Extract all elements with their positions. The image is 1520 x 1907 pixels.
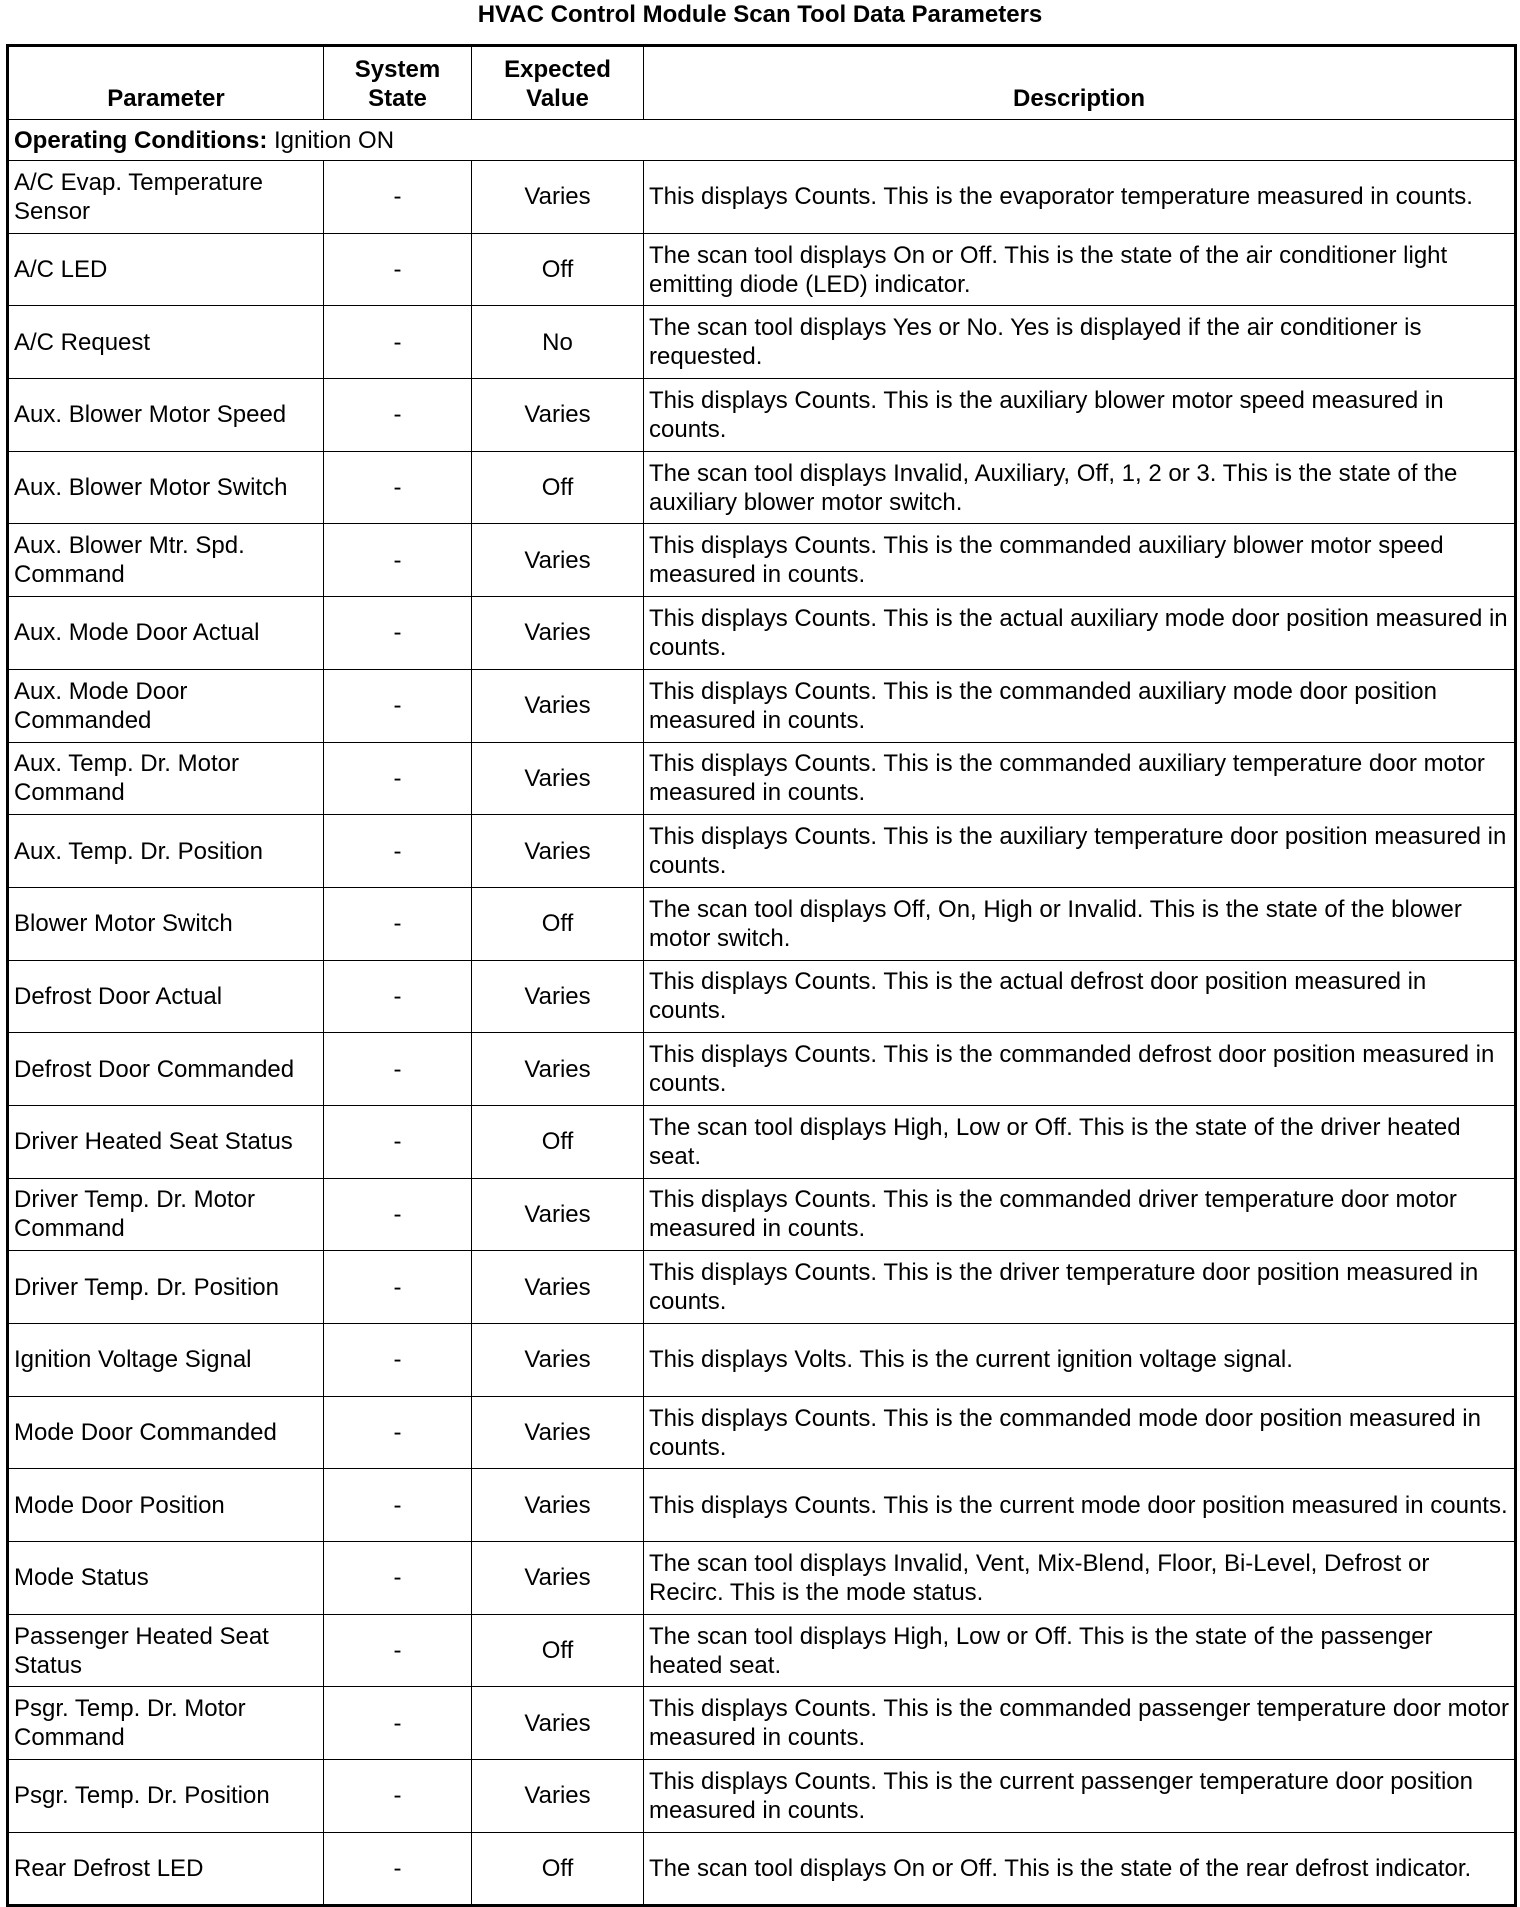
expected-value-cell: Varies: [472, 524, 644, 597]
parameter-cell: A/C Evap. Temperature Sensor: [8, 161, 324, 234]
expected-value-cell: Off: [472, 887, 644, 960]
table-row: [8, 1687, 1516, 1760]
expected-value-cell: Varies: [472, 379, 644, 452]
table-row: [8, 233, 1516, 306]
parameter-cell: Mode Status: [8, 1542, 324, 1615]
expected-value-cell: Varies: [472, 1178, 644, 1251]
expected-value-cell: Varies: [472, 1396, 644, 1469]
system-state-cell: -: [324, 524, 472, 597]
table-row: [8, 1542, 1516, 1615]
parameter-cell: Defrost Door Commanded: [8, 1033, 324, 1106]
system-state-cell: -: [324, 1251, 472, 1324]
system-state-cell: -: [324, 1324, 472, 1397]
parameter-cell: Ignition Voltage Signal: [8, 1324, 324, 1397]
table-row: [8, 161, 1516, 234]
system-state-cell: -: [324, 379, 472, 452]
operating-conditions-value: Ignition ON: [273, 126, 395, 154]
system-state-cell: -: [324, 451, 472, 524]
header-parameter: Parameter: [8, 46, 324, 120]
parameter-cell: Aux. Blower Mtr. Spd. Command: [8, 524, 324, 597]
table-row: [8, 1614, 1516, 1687]
parameter-cell: Mode Door Position: [8, 1469, 324, 1542]
parameter-cell: Mode Door Commanded: [8, 1396, 324, 1469]
description-cell: The scan tool displays Invalid, Auxiliary, Off, 1, 2 or 3. This is the state of the auxiliary blower motor switch.: [644, 451, 1516, 524]
parameter-cell: Psgr. Temp. Dr. Position: [8, 1760, 324, 1833]
system-state-cell: -: [324, 1687, 472, 1760]
table-row: [8, 815, 1516, 888]
description-cell: This displays Counts. This is the commanded mode door position measured in counts.: [644, 1396, 1516, 1469]
table-row: [8, 1832, 1516, 1905]
operating-conditions-cell: [8, 120, 1516, 161]
expected-value-cell: No: [472, 306, 644, 379]
table-row: [8, 1033, 1516, 1106]
table-row: [8, 597, 1516, 670]
description-cell: The scan tool displays On or Off. This is the state of the air conditioner light emitting diode (LED) indicator.: [644, 233, 1516, 306]
expected-value-cell: Varies: [472, 1251, 644, 1324]
system-state-cell: -: [324, 1105, 472, 1178]
system-state-cell: -: [324, 1760, 472, 1833]
description-cell: The scan tool displays Invalid, Vent, Mix-Blend, Floor, Bi-Level, Defrost or Recirc. This is the mode status.: [644, 1542, 1516, 1615]
description-cell: The scan tool displays On or Off. This is the state of the rear defrost indicator.: [644, 1832, 1516, 1905]
description-cell: The scan tool displays High, Low or Off. This is the state of the driver heated seat.: [644, 1105, 1516, 1178]
parameter-cell: Aux. Blower Motor Speed: [8, 379, 324, 452]
table-row: [8, 379, 1516, 452]
parameter-cell: Defrost Door Actual: [8, 960, 324, 1033]
table-row: [8, 1251, 1516, 1324]
table-row: [8, 1469, 1516, 1542]
expected-value-cell: Varies: [472, 597, 644, 670]
description-cell: This displays Counts. This is the commanded auxiliary temperature door motor measured in counts.: [644, 742, 1516, 815]
table-row: [8, 306, 1516, 379]
system-state-cell: -: [324, 669, 472, 742]
system-state-cell: -: [324, 742, 472, 815]
description-cell: This displays Volts. This is the current ignition voltage signal.: [644, 1324, 1516, 1397]
table-row: [8, 669, 1516, 742]
system-state-cell: -: [324, 815, 472, 888]
description-cell: This displays Counts. This is the current passenger temperature door position measured in counts.: [644, 1760, 1516, 1833]
table-row: [8, 960, 1516, 1033]
table-header-row: [8, 46, 1516, 120]
expected-value-cell: Varies: [472, 161, 644, 234]
description-cell: This displays Counts. This is the commanded driver temperature door motor measured in counts.: [644, 1178, 1516, 1251]
system-state-cell: -: [324, 1396, 472, 1469]
parameter-cell: Rear Defrost LED: [8, 1832, 324, 1905]
expected-value-cell: Varies: [472, 1542, 644, 1615]
system-state-cell: -: [324, 1542, 472, 1615]
description-cell: The scan tool displays Yes or No. Yes is displayed if the air conditioner is requested.: [644, 306, 1516, 379]
expected-value-cell: Off: [472, 1105, 644, 1178]
system-state-cell: -: [324, 597, 472, 670]
table-row: [8, 451, 1516, 524]
parameter-cell: Aux. Mode Door Commanded: [8, 669, 324, 742]
parameter-cell: Driver Heated Seat Status: [8, 1105, 324, 1178]
description-cell: This displays Counts. This is the actual defrost door position measured in counts.: [644, 960, 1516, 1033]
expected-value-cell: Varies: [472, 1469, 644, 1542]
description-cell: This displays Counts. This is the auxiliary blower motor speed measured in counts.: [644, 379, 1516, 452]
description-cell: This displays Counts. This is the current mode door position measured in counts.: [644, 1469, 1516, 1542]
description-cell: This displays Counts. This is the driver temperature door position measured in counts.: [644, 1251, 1516, 1324]
system-state-cell: -: [324, 1469, 472, 1542]
description-cell: The scan tool displays High, Low or Off. This is the state of the passenger heated seat.: [644, 1614, 1516, 1687]
parameter-cell: Driver Temp. Dr. Motor Command: [8, 1178, 324, 1251]
page-title: HVAC Control Module Scan Tool Data Parameters: [477, 1, 1043, 28]
expected-value-cell: Varies: [472, 742, 644, 815]
description-cell: This displays Counts. This is the commanded auxiliary mode door position measured in counts.: [644, 669, 1516, 742]
operating-conditions-row: [8, 120, 1516, 161]
operating-conditions-label: Operating Conditions:: [14, 126, 268, 154]
expected-value-cell: Varies: [472, 960, 644, 1033]
system-state-cell: -: [324, 161, 472, 234]
description-cell: This displays Counts. This is the actual auxiliary mode door position measured in counts.: [644, 597, 1516, 670]
system-state-cell: -: [324, 1614, 472, 1687]
system-state-cell: -: [324, 1178, 472, 1251]
parameter-cell: A/C Request: [8, 306, 324, 379]
system-state-cell: -: [324, 1832, 472, 1905]
system-state-cell: -: [324, 306, 472, 379]
expected-value-cell: Off: [472, 1832, 644, 1905]
parameter-cell: A/C LED: [8, 233, 324, 306]
table-row: [8, 887, 1516, 960]
expected-value-cell: Varies: [472, 1760, 644, 1833]
description-cell: The scan tool displays Off, On, High or Invalid. This is the state of the blower motor switch.: [644, 887, 1516, 960]
expected-value-cell: Varies: [472, 1033, 644, 1106]
description-cell: This displays Counts. This is the auxiliary temperature door position measured in counts.: [644, 815, 1516, 888]
description-cell: This displays Counts. This is the commanded passenger temperature door motor measured in counts.: [644, 1687, 1516, 1760]
parameter-cell: Aux. Mode Door Actual: [8, 597, 324, 670]
expected-value-cell: Varies: [472, 1687, 644, 1760]
table-row: [8, 1396, 1516, 1469]
header-system-state: System State: [324, 46, 472, 120]
system-state-cell: -: [324, 960, 472, 1033]
system-state-cell: -: [324, 887, 472, 960]
system-state-cell: -: [324, 233, 472, 306]
table-row: [8, 1760, 1516, 1833]
description-cell: This displays Counts. This is the commanded auxiliary blower motor speed measured in counts.: [644, 524, 1516, 597]
table-row: [8, 1324, 1516, 1397]
parameter-cell: Aux. Temp. Dr. Position: [8, 815, 324, 888]
expected-value-cell: Off: [472, 451, 644, 524]
system-state-cell: -: [324, 1033, 472, 1106]
table-row: [8, 1178, 1516, 1251]
table-row: [8, 524, 1516, 597]
description-cell: This displays Counts. This is the evaporator temperature measured in counts.: [644, 161, 1516, 234]
parameter-cell: Aux. Temp. Dr. Motor Command: [8, 742, 324, 815]
description-cell: This displays Counts. This is the commanded defrost door position measured in counts.: [644, 1033, 1516, 1106]
expected-value-cell: Off: [472, 233, 644, 306]
parameter-cell: Aux. Blower Motor Switch: [8, 451, 324, 524]
parameter-cell: Blower Motor Switch: [8, 887, 324, 960]
table-row: [8, 1105, 1516, 1178]
header-description: Description: [644, 46, 1516, 120]
header-expected-value: Expected Value: [472, 46, 644, 120]
expected-value-cell: Varies: [472, 669, 644, 742]
parameter-cell: Psgr. Temp. Dr. Motor Command: [8, 1687, 324, 1760]
parameter-cell: Passenger Heated Seat Status: [8, 1614, 324, 1687]
parameter-cell: Driver Temp. Dr. Position: [8, 1251, 324, 1324]
expected-value-cell: Varies: [472, 815, 644, 888]
expected-value-cell: Varies: [472, 1324, 644, 1397]
expected-value-cell: Off: [472, 1614, 644, 1687]
table-row: [8, 742, 1516, 815]
parameters-table: [6, 44, 1517, 1907]
